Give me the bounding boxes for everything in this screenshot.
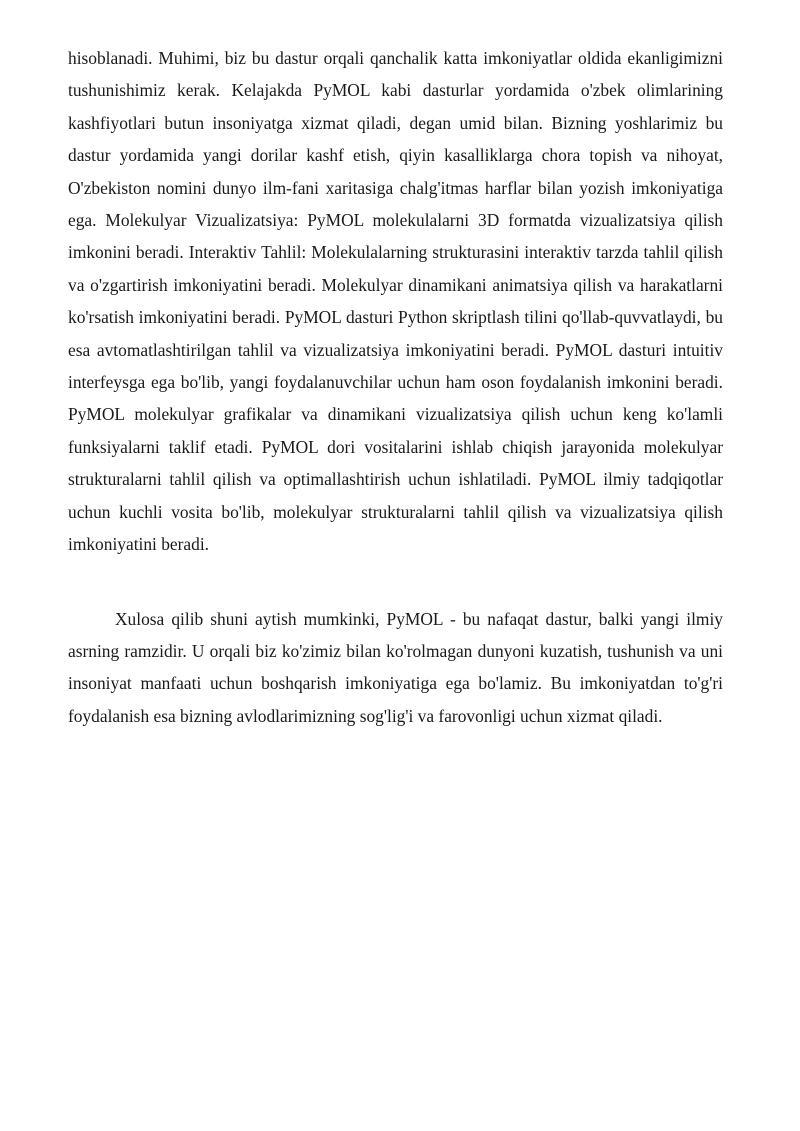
document-page [68,42,723,732]
conclusion-paragraph: Xulosa qilib shuni aytish mumkinki, PyMOL - bu nafaqat dastur, balki yangi ilmiy asrning ramzidir. U orqali biz ko'zimiz bilan ko'rolmagan dunyoni kuzatish, tushunish va uni insoniyat manfaati uchun boshqarish imkoniyatiga ega bo'lamiz. Bu imkoniyatdan to'g'ri foydalanish esa bizning avlodlarimizning sog'lig'i va farovonligi uchun xizmat qiladi. [68,608,723,726]
body-paragraph-1: hisoblanadi. Muhimi, biz bu dastur orqali qanchalik katta imkoniyatlar oldida ekanligimizni tushunishimiz kerak. Kelajakda PyMOL kabi dasturlar yordamida o'zbek olimlarining kashfiyotlari butun insoniyatga xizmat qiladi, degan umid bilan. Bizning yoshlarimiz bu dastur yordamida yangi dorilar kashf etish, qiyin kasalliklarga chora topish va nihoyat, O'zbekiston nomini dunyo ilm-fani xaritasiga chalg'itmas harflar bilan yozish imkoniyatiga ega. Molekulyar Vizualizatsiya: PyMOL molekulalarni 3D formatda vizualizatsiya qilish imkonini beradi. Interaktiv Tahlil: Molekulalarning strukturasini interaktiv tarzda tahlil qilish va o'zgartirish imkoniyatini beradi. Molekulyar dinamikani animatsiya qilish va harakatlarni ko'rsatish imkoniyatini beradi. PyMOL dasturi Python skriptlash tilini qo'llab-quvvatlaydi, bu esa avtomatlashtirilgan tahlil va vizualizatsiya imkoniyatini beradi. PyMOL dasturi intuitiv interfeysga ega bo'lib, yangi foydalanuvchilar uchun ham oson foydalanish imkonini beradi. PyMOL molekulyar grafikalar va dinamikani vizualizatsiya qilish uchun keng ko'lamli funksiyalarni taklif etadi. PyMOL dori vositalarini ishlab chiqish jarayonida molekulyar strukturalarni tahlil qilish va optimallashtirish uchun ishlatiladi. PyMOL ilmiy tadqiqotlar uchun kuchli vosita bo'lib, molekulyar strukturalarni tahlil qilish va vizualizatsiya qilish imkoniyatini beradi. [68,48,723,555]
